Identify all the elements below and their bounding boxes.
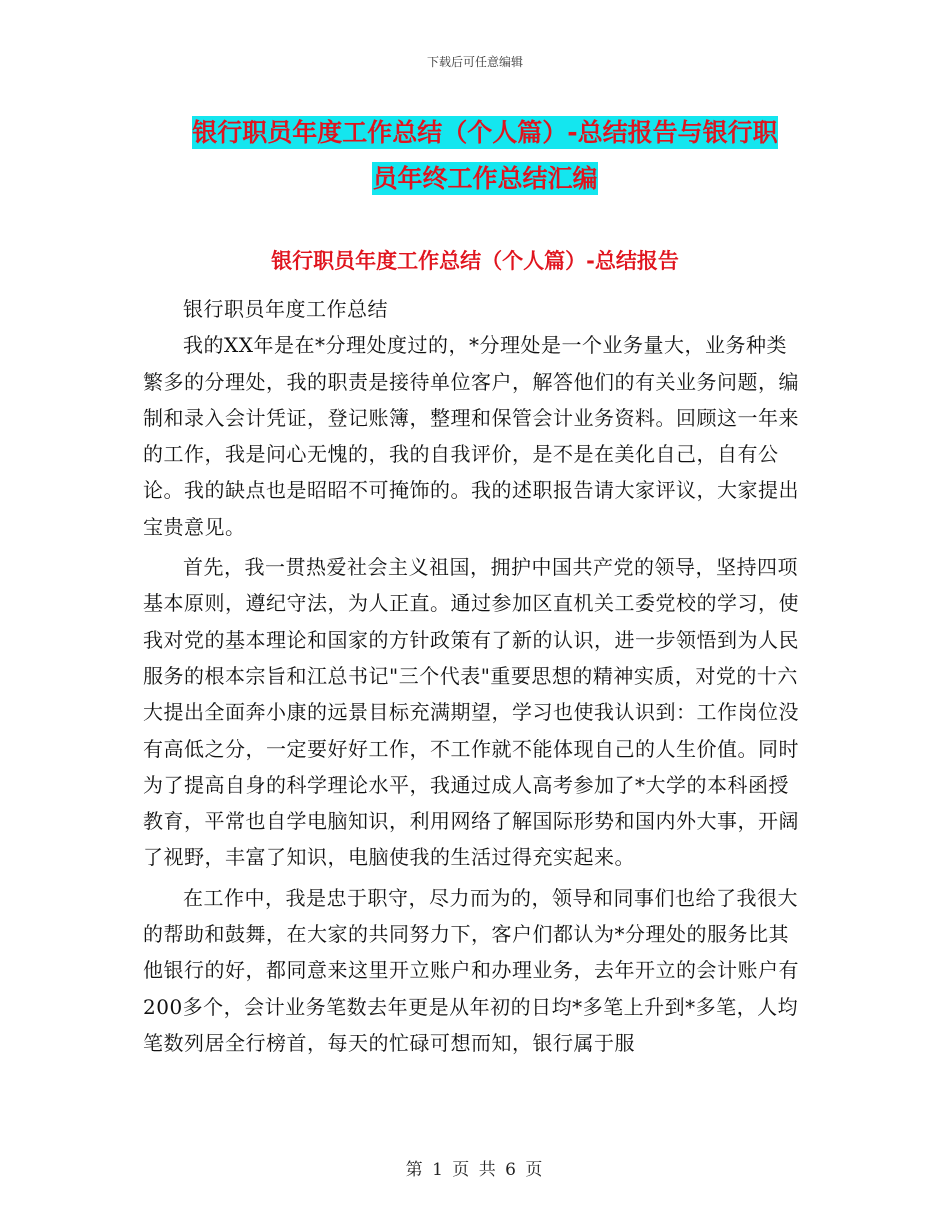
document-subtitle: 银行职员年度工作总结 — [183, 297, 388, 321]
section-title: 银行职员年度工作总结（个人篇）-总结报告 — [271, 249, 679, 273]
paragraph-2: 首先，我一贯热爱社会主义祖国，拥护中国共产党的领导，坚持四项基本原则，遵纪守法，为人正直。通过参加区直机关工委党校的学习，使我对党的基本理论和国家的方针政策有了新的认识，进一步领悟到为人民服务的根本宗旨和江总书记"三个代表"重要思想的精神实质，对党的十六大提出全面奔小康的远景目标充满期望，学习也使我认识到：工作岗位没有高低之分，一定要好好工作，不工作就不能体现自己的人生价值。同时为了提高自身的科学理论水平，我通过成人高考参加了*大学的本科函授教育，平常也自学电脑知识，利用网络了解国际形势和国内外大事，开阔了视野，丰富了知识，电脑使我的生活过得充实起来。 — [143, 555, 799, 870]
page-number: 第 1 页 共 6 页 — [405, 1160, 545, 1180]
document-title-line1: 银行职员年度工作总结（个人篇）-总结报告与银行职 — [192, 118, 778, 147]
paragraph-1: 我的XX年是在*分理处度过的，*分理处是一个业务量大，业务种类繁多的分理处，我的职责是接待单位客户，解答他们的有关业务问题，编制和录入会计凭证，登记账簿，整理和保管会计业务资料。回顾这一年来的工作，我是问心无愧的，我的自我评价，是不是在美化自己，自有公论。我的缺点也是昭昭不可掩饰的。我的述职报告请大家评议，大家提出宝贵意见。 — [143, 333, 799, 539]
page-header-note: 下载后可任意编辑 — [426, 55, 523, 69]
document-title — [140, 110, 830, 202]
document-title-line2: 员年终工作总结汇编 — [372, 164, 598, 193]
document-body — [143, 291, 807, 1061]
paragraph-3: 在工作中，我是忠于职守，尽力而为的，领导和同事们也给了我很大的帮助和鼓舞，在大家的共同努力下，客户们都认为*分理处的服务比其他银行的好，都同意来这里开立账户和办理业务，去年开立的会计账户有200多个，会计业务笔数去年更是从年初的日均*多笔上升到*多笔，人均笔数列居全行榜首，每天的忙碌可想而知，银行属于服 — [143, 885, 799, 1055]
